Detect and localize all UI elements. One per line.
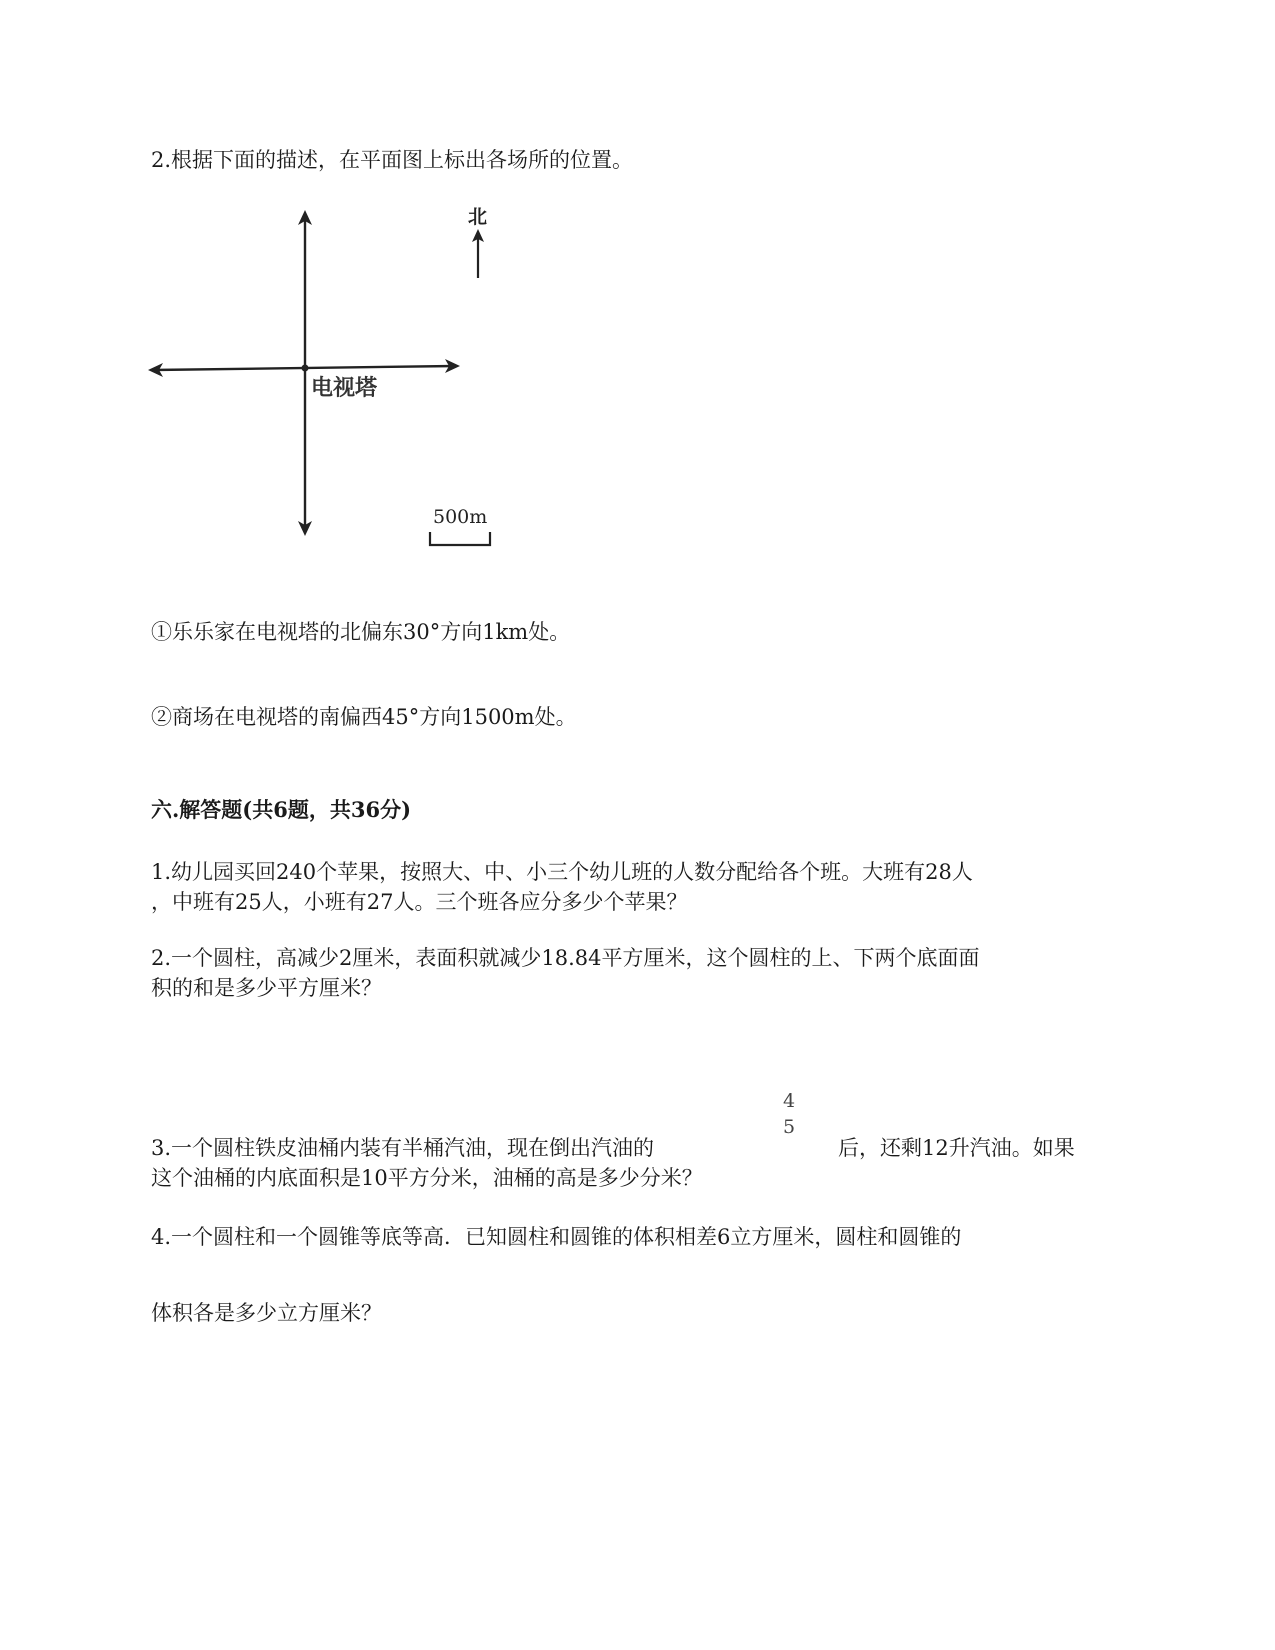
location-map-diagram <box>145 205 525 585</box>
tv-tower-label: 电视塔 <box>311 376 378 401</box>
scale-label: 500m <box>433 506 488 528</box>
q3-fraction <box>778 1088 800 1140</box>
tv-tower-point <box>302 365 309 372</box>
q2-line-2: 积的和是多少平方厘米？ <box>151 976 382 1000</box>
q3-line-1-start: 3.一个圆柱铁皮油桶内装有半桶汽油，现在倒出汽油的 <box>151 1136 655 1160</box>
q4-line-2: 体积各是多少立方厘米？ <box>151 1301 382 1325</box>
map-question-title: 2.根据下面的描述，在平面图上标出各场所的位置。 <box>151 148 634 172</box>
q1-line-1: 1.幼儿园买回240个苹果，按照大、中、小三个幼儿班的人数分配给各个班。大班有28人 <box>151 860 973 884</box>
q3-fraction-denominator: 5 <box>782 1116 796 1138</box>
map-item-1: ①乐乐家在电视塔的北偏东30°方向1km处。 <box>151 620 571 644</box>
q2-line-1: 2.一个圆柱，高减少2厘米，表面积就减少18.84平方厘米，这个圆柱的上、下两个底面面 <box>151 946 980 970</box>
q1-line-2: ，中班有25人，小班有27人。三个班各应分多少个苹果？ <box>151 890 688 914</box>
scale-bar <box>430 532 490 545</box>
north-label: 北 <box>468 206 488 228</box>
q3-fraction-numerator: 4 <box>782 1090 796 1112</box>
q4-line-1: 4.一个圆柱和一个圆锥等底等高．已知圆柱和圆锥的体积相差6立方厘米，圆柱和圆锥的 <box>151 1225 962 1249</box>
q3-line-1-end: 后，还剩12升汽油。如果 <box>838 1136 1075 1160</box>
map-item-2: ②商场在电视塔的南偏西45°方向1500m处。 <box>151 705 577 729</box>
section-6-heading: 六.解答题(共6题，共36分) <box>151 797 412 822</box>
q3-line-2: 这个油桶的内底面积是10平方分米，油桶的高是多少分米？ <box>151 1166 703 1190</box>
